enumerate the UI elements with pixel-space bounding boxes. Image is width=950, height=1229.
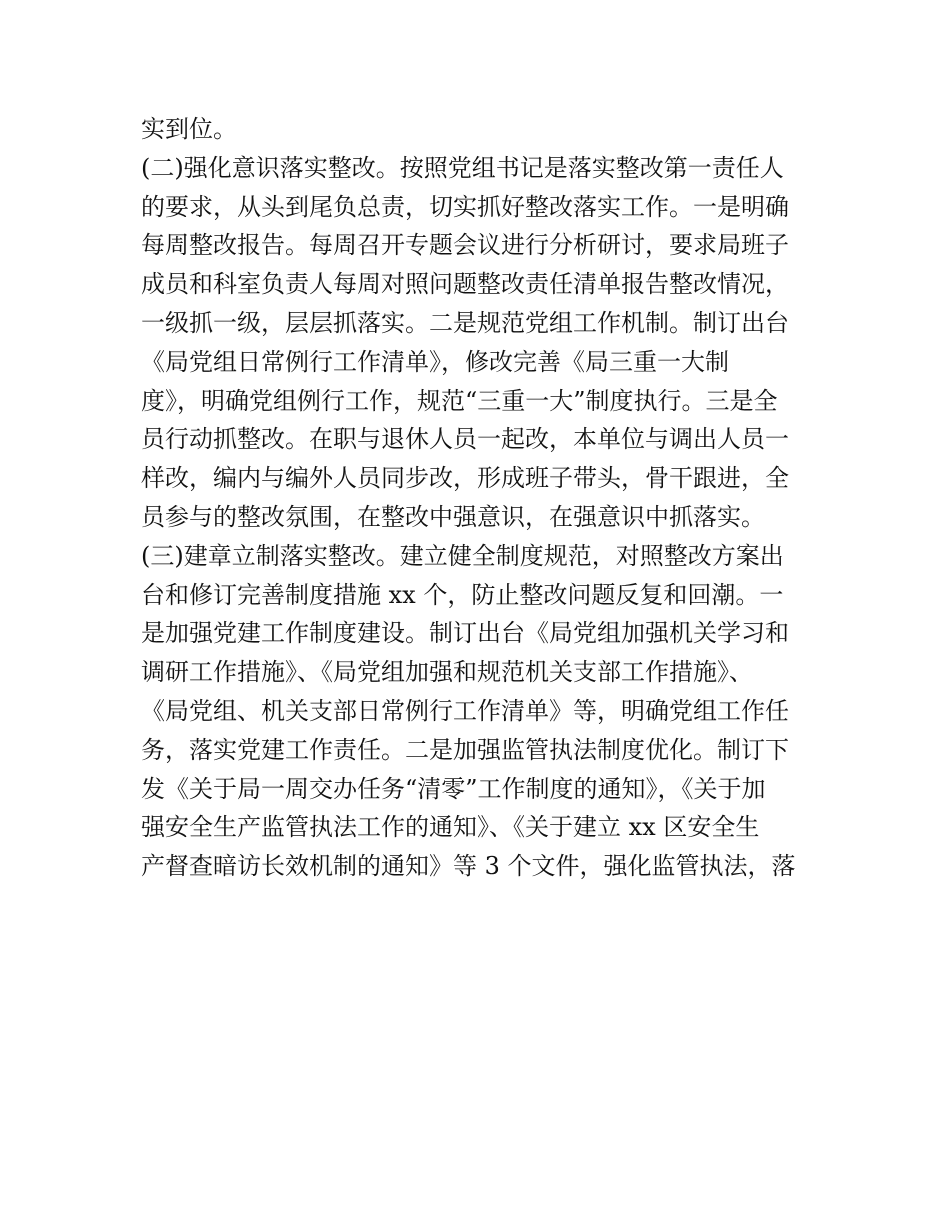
text-line: 发《关于局一周交办任务“清零”工作制度的通知》，《关于加 <box>141 774 766 803</box>
text-line: 《局党组日常例行工作清单》，修改完善《局三重一大制 <box>141 347 729 376</box>
text-line: 产督查暗访长效机制的通知》等 3 个文件，强化监管执法，落 <box>141 852 796 881</box>
text-line: 一级抓一级，层层抓落实。二是规范党组工作机制。制订出台 <box>141 308 789 337</box>
text-line: 台和修订完善制度措施 xx 个，防止整改问题反复和回潮。一 <box>141 580 784 609</box>
text-line: 是加强党建工作制度建设。制订出台《局党组加强机关学习和 <box>141 619 789 648</box>
text-line: 《局党组、机关支部日常例行工作清单》等，明确党组工作任 <box>141 696 789 725</box>
text-line: 员行动抓整改。在职与退休人员一起改，本单位与调出人员一 <box>141 425 789 454</box>
text-line: 度》，明确党组例行工作，规范“三重一大”制度执行。三是全 <box>141 386 778 415</box>
text-line: 样改，编内与编外人员同步改，形成班子带头，骨干跟进，全 <box>141 464 789 493</box>
text-line: (二)强化意识落实整改。按照党组书记是落实整改第一责任人 <box>141 153 784 182</box>
text-line: 的要求，从头到尾负总责，切实抓好整改落实工作。一是明确 <box>141 192 789 221</box>
text-line: 务，落实党建工作责任。二是加强监管执法制度优化。制订下 <box>141 735 789 764</box>
text-line: 调研工作措施》、《局党组加强和规范机关支部工作措施》、 <box>141 658 753 687</box>
text-line: 强安全生产监管执法工作的通知》、《关于建立 xx 区安全生 <box>141 813 760 842</box>
text-line: 员参与的整改氛围，在整改中强意识，在强意识中抓落实。 <box>141 502 765 531</box>
text-line: 每周整改报告。每周召开专题会议进行分析研讨，要求局班子 <box>141 231 789 260</box>
text-line: 成员和科室负责人每周对照问题整改责任清单报告整改情况， <box>141 270 789 299</box>
text-line: (三)建章立制落实整改。建立健全制度规范，对照整改方案出 <box>141 541 784 570</box>
text-line: 实到位。 <box>141 115 237 143</box>
body-text <box>141 110 831 886</box>
